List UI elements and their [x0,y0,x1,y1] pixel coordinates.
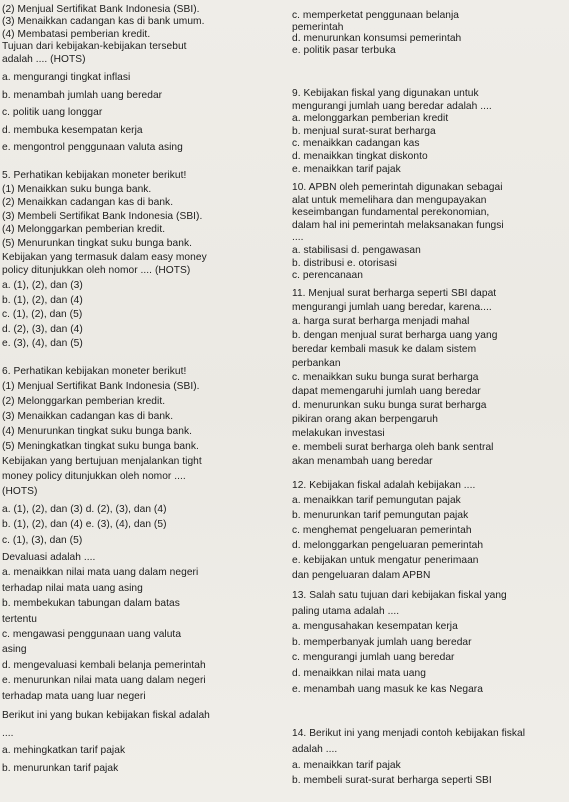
q5-intro-line: (5) Menurunkan tingkat suku bunga bank. [2,238,192,249]
q11-line: c. menaikkan suku bunga surat berharga [292,372,479,383]
q14-line: 14. Berikut ini yang menjadi contoh kebijakan fiskal [292,728,526,739]
q4-options-line: c. politik uang longgar [2,107,103,119]
q-top-options-line: e. politik pasar terbuka [292,44,396,56]
q11-line: a. harga surat berharga menjadi mahal [292,316,470,327]
q7-line: b. membekukan tabungan dalam batas [2,598,180,610]
q5-intro-line: 5. Perhatikan kebijakan moneter berikut! [2,170,187,181]
q12-line: dan pengeluaran dalam APBN [292,570,431,581]
q7-line: e. menurunkan nilai mata uang dalam negeri [2,675,206,687]
q6-options-line: a. (1), (2), dan (3) d. (2), (3), dan (4) [2,504,167,515]
q13-line: d. menaikkan nilai mata uang [292,668,426,679]
q10-line: a. stabilisasi d. pengawasan [292,245,421,256]
q5-intro-line: (1) Menaikkan suku bunga bank. [2,183,152,195]
q13-line: 13. Salah satu tujuan dari kebijakan fiskal yang [292,590,507,601]
q6-options-line: b. (1), (2), dan (4) e. (3), (4), dan (5) [2,519,167,531]
q9-line: c. menaikkan cadangan kas [292,138,420,150]
q13-line: c. mengurangi jumlah uang beredar [292,652,455,664]
q4-tail-line: (4) Membatasi pemberian kredit. [2,28,151,40]
q4-options-line: a. mengurangi tingkat inflasi [2,72,131,83]
q12-line: e. kebijakan untuk mengatur penerimaan [292,555,479,566]
q10-line: 10. APBN oleh pemerintah digunakan sebagai [292,182,503,193]
q6-intro-line: (2) Melonggarkan pemberian kredit. [2,396,166,407]
q11-line: melakukan investasi [292,428,385,439]
q10-line: c. perencanaan [292,270,363,282]
q8-line: Berikut ini yang bukan kebijakan fiskal adalah [2,710,210,721]
q4-options-line: e. mengontrol penggunaan valuta asing [2,142,183,154]
q9-line: mengurangi jumlah uang beredar adalah .... [292,100,492,112]
q10-line: keseimbangan fundamental perekonomian, [292,207,490,219]
q7-line: c. mengawasi penggunaan uang valuta [2,629,182,640]
q10-line: alat untuk memelihara dan mengupayakan [292,194,487,206]
q12-line: d. melonggarkan pengeluaran pemerintah [292,540,484,551]
q4-tail-line: adalah .... (HOTS) [2,53,86,65]
q5-options-line: e. (3), (4), dan (5) [2,338,83,350]
q7-line: d. mengevaluasi kembali belanja pemerintah [2,659,206,671]
q14-line: a. menaikkan tarif pajak [292,759,401,771]
q11-line: 11. Menjual surat berharga seperti SBI dapat [292,288,497,299]
q10-line: dalam hal ini pemerintah melaksanakan fungsi [292,219,504,231]
q6-intro-line: money policy ditunjukkan oleh nomor .... [2,471,186,482]
q5-options-line: b. (1), (2), dan (4) [2,294,83,306]
q11-line: dapat memengaruhi jumlah uang beredar [292,386,481,397]
q5-intro-line: policy ditunjukkan oleh nomor .... (HOTS) [2,265,191,277]
q-top-options-line: d. menurunkan konsumsi pemerintah [292,33,462,45]
q7-line: asing [2,644,27,656]
q7-line: a. menaikkan nilai mata uang dalam negeri [2,567,199,579]
q11-line: b. dengan menjual surat berharga uang yang [292,330,498,341]
q12-line: a. menaikkan tarif pemungutan pajak [292,495,461,506]
q7-line: Devaluasi adalah .... [2,552,96,563]
q11-line: perbankan [292,358,341,369]
q6-intro-line: (4) Menurunkan tingkat suku bunga bank. [2,426,192,437]
q11-line: akan menambah uang beredar [292,456,433,467]
q9-line: e. menaikkan tarif pajak [292,163,401,175]
q4-tail-line: Tujuan dari kebijakan-kebijakan tersebut [2,41,187,53]
q5-intro-line: Kebijakan yang termasuk dalam easy money [2,251,207,263]
q12-line: 12. Kebijakan fiskal adalah kebijakan .... [292,480,476,491]
q9-line: a. melonggarkan pemberian kredit [292,113,449,125]
q6-intro-line: (3) Menaikkan cadangan kas di bank. [2,411,174,422]
q4-tail-line: (3) Menaikkan cadangan kas di bank umum. [2,16,205,28]
q4-tail-line: (2) Menjual Sertifikat Bank Indonesia (SBI). [2,4,200,15]
q13-line: a. mengusahakan kesempatan kerja [292,621,458,633]
q6-intro-line: Kebijakan yang bertujuan menjalankan tight [2,456,202,467]
q11-line: e. membeli surat berharga oleh bank sentral [292,442,494,453]
q14-line: b. membeli surat-surat berharga seperti SBI [292,775,492,787]
q7-line: terhadap nilai mata uang asing [2,582,143,594]
q13-line: e. menambah uang masuk ke kas Negara [292,683,483,695]
q8-line: b. menurunkan tarif pajak [2,762,119,774]
q10-line: b. distribusi e. otorisasi [292,257,397,269]
q6-intro-line: (HOTS) [2,486,38,497]
q10-line: .... [292,232,304,244]
q7-line: tertentu [2,613,37,625]
q5-intro-line: (2) Menaikkan cadangan kas di bank. [2,197,174,209]
q5-options-line: c. (1), (2), dan (5) [2,309,83,321]
q9-line: d. menaikkan tingkat diskonto [292,151,428,162]
q9-line: b. menjual surat-surat berharga [292,125,436,137]
q6-intro-line: (5) Meningkatkan tingkat suku bunga bank. [2,441,199,452]
q5-intro-line: (3) Membeli Sertifikat Bank Indonesia (SBI). [2,210,203,222]
q6-options-line: c. (1), (3), dan (5) [2,534,83,546]
q5-options-line: a. (1), (2), dan (3) [2,280,83,291]
q13-line: paling utama adalah .... [292,605,400,617]
q8-line: .... [2,727,14,739]
q4-options-line: d. membuka kesempatan kerja [2,124,143,136]
q12-line: c. menghemat pengeluaran pemerintah [292,525,472,536]
q-top-options-line: pemerintah [292,21,344,33]
q11-line: mengurangi jumlah uang beredar, karena.... [292,302,492,313]
q-top-options-line: c. memperketat penggunaan belanja [292,10,460,21]
q11-line: beredar kembali masuk ke dalam sistem [292,344,477,355]
q5-intro-line: (4) Melonggarkan pemberian kredit. [2,224,166,236]
q13-line: b. memperbanyak jumlah uang beredar [292,636,472,648]
q14-line: adalah .... [292,743,338,755]
q4-options-line: b. menambah jumlah uang beredar [2,89,163,101]
q6-intro-line: (1) Menjual Sertifikat Bank Indonesia (SBI). [2,381,200,392]
q11-line: d. menurunkan suku bunga surat berharga [292,400,487,411]
q9-line: 9. Kebijakan fiskal yang digunakan untuk [292,88,479,99]
q12-line: b. menurunkan tarif pemungutan pajak [292,510,469,521]
q5-options-line: d. (2), (3), dan (4) [2,323,83,335]
q7-line: terhadap mata uang luar negeri [2,690,146,702]
q6-intro-line: 6. Perhatikan kebijakan moneter berikut! [2,366,187,377]
q8-line: a. mehingkatkan tarif pajak [2,745,126,757]
q11-line: pikiran orang akan berpengaruh [292,414,438,425]
